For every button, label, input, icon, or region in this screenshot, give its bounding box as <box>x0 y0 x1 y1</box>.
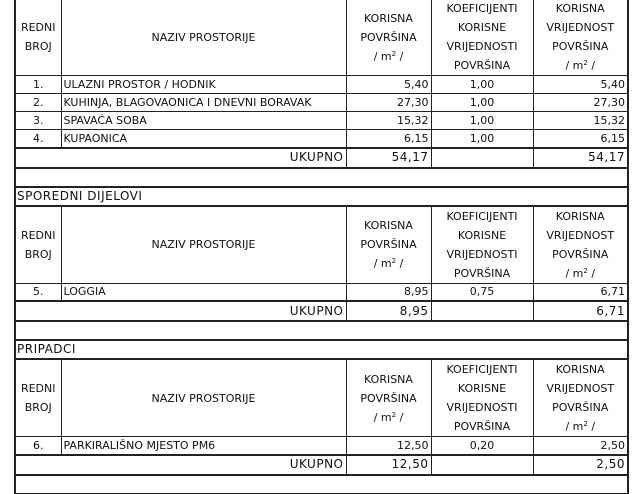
total-area: 54,17 <box>346 148 431 168</box>
row-number: 5. <box>15 283 61 301</box>
room-value: 27,30 <box>533 94 628 112</box>
room-area: 5,40 <box>346 76 431 94</box>
room-coefficient: 1,00 <box>431 130 533 148</box>
header-korisna-vrijednost: KORISNA VRIJEDNOST POVRŠINA / $m^2$ / <box>533 0 628 76</box>
header-korisna-vrijednost: KORISNA VRIJEDNOST POVRŠINA / $m^2$ / <box>533 206 628 284</box>
row-number: 2. <box>15 94 61 112</box>
header-koeficijenti: KOEFICIJENTI KORISNE VRIJEDNOSTI POVRŠINA <box>431 0 533 76</box>
table-row <box>15 130 628 148</box>
room-area: 15,32 <box>346 112 431 130</box>
table-row <box>15 437 628 455</box>
header-korisna-povrsina: KORISNA POVRŠINA / $m^2$ / <box>346 0 431 76</box>
total-row <box>15 301 628 321</box>
total-coefficient-empty <box>431 301 533 321</box>
total-area: 8,95 <box>346 301 431 321</box>
room-name: ULAZNI PROSTOR / HODNIK <box>61 76 346 94</box>
room-area: 6,15 <box>346 130 431 148</box>
header-redni-broj: REDNI BROJ <box>15 206 61 284</box>
total-row <box>15 148 628 168</box>
room-name: KUHINJA, BLAGOVAONICA I DNEVNI BORAVAK <box>61 94 346 112</box>
header-korisna-povrsina: KORISNA POVRŠINA / $m^2$ / <box>346 359 431 437</box>
area-table <box>14 0 629 494</box>
header-korisna-vrijednost: KORISNA VRIJEDNOST POVRŠINA / $m^2$ / <box>533 359 628 437</box>
room-coefficient: 1,00 <box>431 76 533 94</box>
section-title-row <box>15 187 628 206</box>
room-name: KUPAONICA <box>61 130 346 148</box>
area-table-document <box>14 0 627 494</box>
room-value: 2,50 <box>533 437 628 455</box>
room-coefficient: 0,20 <box>431 437 533 455</box>
room-name: SPAVAĆA SOBA <box>61 112 346 130</box>
row-number: 1. <box>15 76 61 94</box>
room-value: 6,15 <box>533 130 628 148</box>
header-koeficijenti: KOEFICIJENTI KORISNE VRIJEDNOSTI POVRŠINA <box>431 206 533 284</box>
room-name: PARKIRALIŠNO MJESTO PM6 <box>61 437 346 455</box>
header-row <box>15 359 628 437</box>
table-row <box>15 94 628 112</box>
header-naziv: NAZIV PROSTORIJE <box>61 206 346 284</box>
spacer-row <box>15 168 628 187</box>
spacer <box>15 475 628 494</box>
room-value: 15,32 <box>533 112 628 130</box>
row-number: 3. <box>15 112 61 130</box>
header-redni-broj: REDNI BROJ <box>15 0 61 76</box>
spacer-row <box>15 475 628 494</box>
room-area: 12,50 <box>346 437 431 455</box>
total-value: 54,17 <box>533 148 628 168</box>
table-row <box>15 283 628 301</box>
total-coefficient-empty <box>431 148 533 168</box>
total-label: UKUPNO <box>15 148 346 168</box>
header-row <box>15 0 628 76</box>
row-number: 6. <box>15 437 61 455</box>
room-coefficient: 1,00 <box>431 112 533 130</box>
header-naziv: NAZIV PROSTORIJE <box>61 0 346 76</box>
spacer-row <box>15 321 628 340</box>
room-value: 6,71 <box>533 283 628 301</box>
total-coefficient-empty <box>431 455 533 475</box>
room-coefficient: 1,00 <box>431 94 533 112</box>
spacer <box>15 321 628 340</box>
section-title-sporedni-dijelovi: SPOREDNI DIJELOVI <box>15 187 628 206</box>
room-value: 5,40 <box>533 76 628 94</box>
total-label: UKUPNO <box>15 301 346 321</box>
section-title-row <box>15 340 628 359</box>
header-redni-broj: REDNI BROJ <box>15 359 61 437</box>
header-koeficijenti: KOEFICIJENTI KORISNE VRIJEDNOSTI POVRŠINA <box>431 359 533 437</box>
section-title-pripadci: PRIPADCI <box>15 340 628 359</box>
total-value: 2,50 <box>533 455 628 475</box>
row-number: 4. <box>15 130 61 148</box>
header-row <box>15 206 628 284</box>
table-row <box>15 112 628 130</box>
room-coefficient: 0,75 <box>431 283 533 301</box>
total-area: 12,50 <box>346 455 431 475</box>
spacer <box>15 168 628 187</box>
table-row <box>15 76 628 94</box>
total-row <box>15 455 628 475</box>
total-value: 6,71 <box>533 301 628 321</box>
room-area: 27,30 <box>346 94 431 112</box>
room-name: LOGGIA <box>61 283 346 301</box>
room-area: 8,95 <box>346 283 431 301</box>
header-naziv: NAZIV PROSTORIJE <box>61 359 346 437</box>
header-korisna-povrsina: KORISNA POVRŠINA / $m^2$ / <box>346 206 431 284</box>
total-label: UKUPNO <box>15 455 346 475</box>
